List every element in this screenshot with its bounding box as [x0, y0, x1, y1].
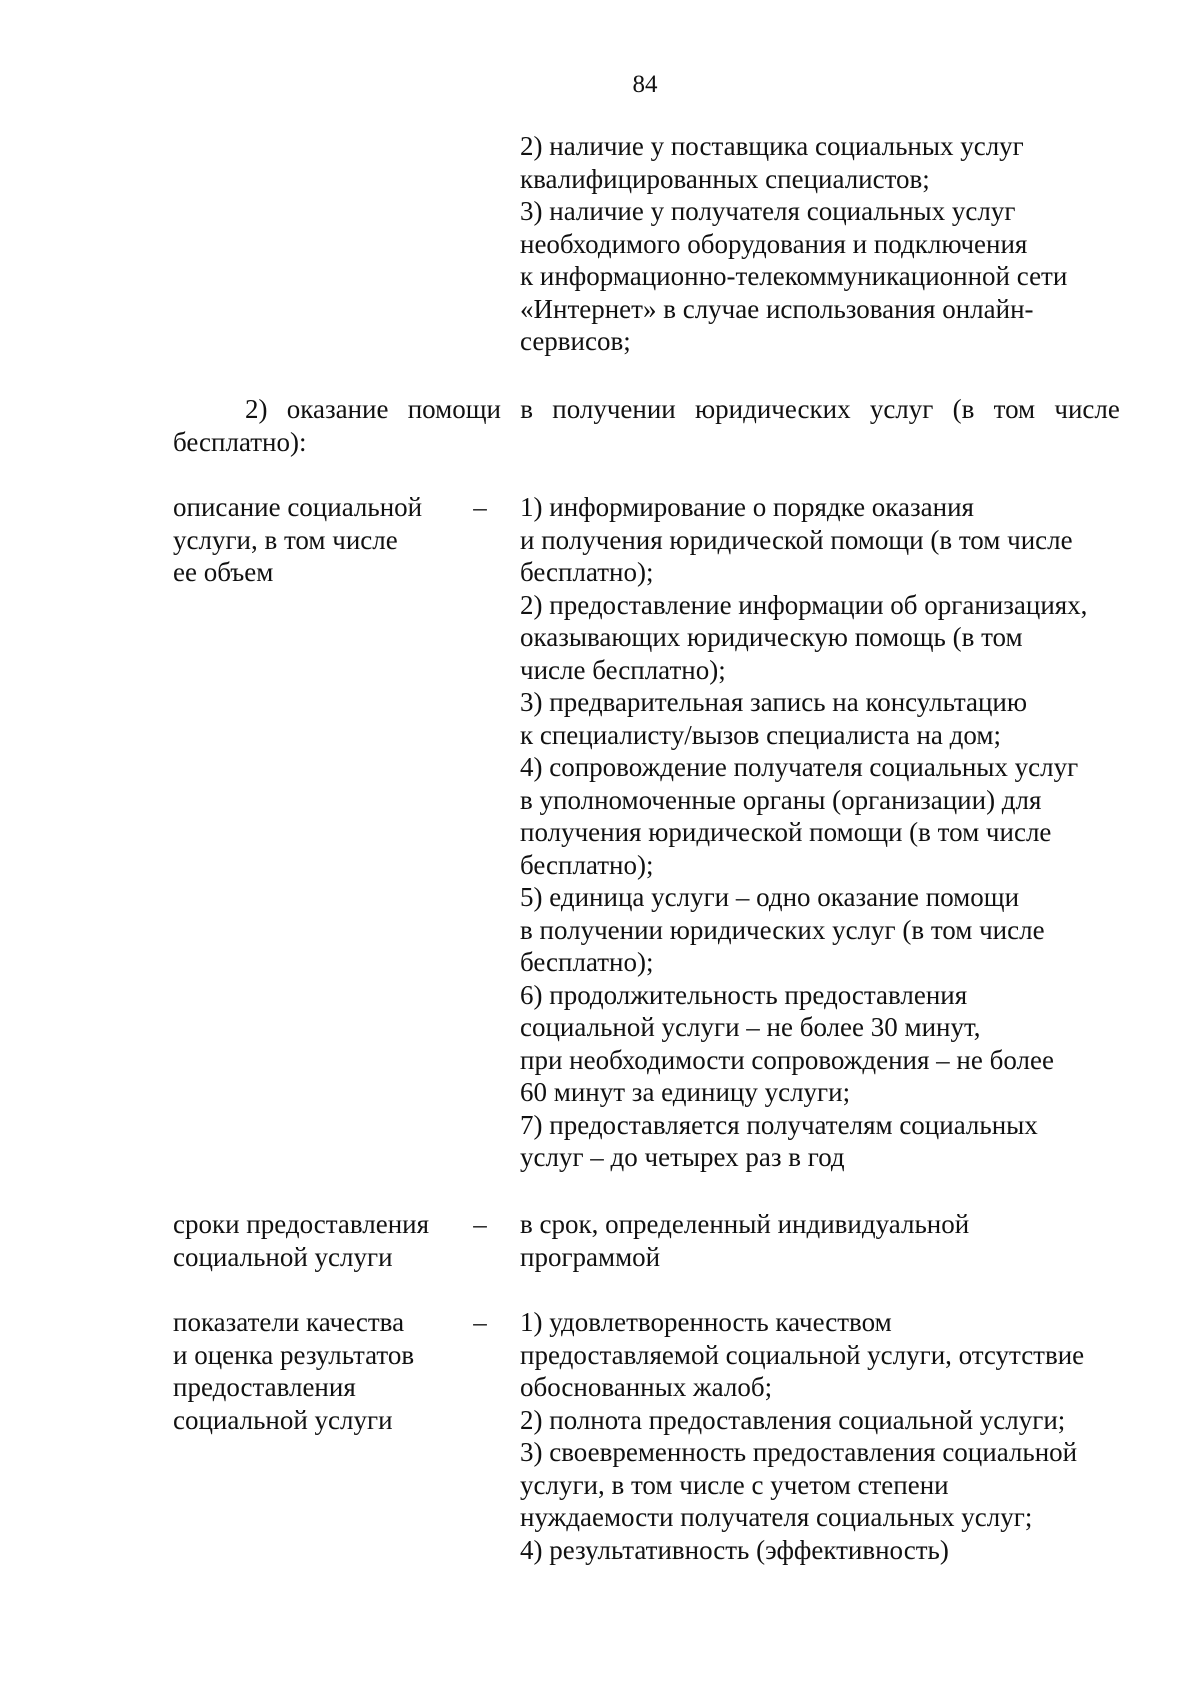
value-line: обоснованных жалоб; — [520, 1372, 773, 1402]
value-line: 6) продолжительность предоставления — [520, 979, 968, 1010]
value-line: и получения юридической помощи (в том числе — [520, 524, 1073, 555]
row-label-terms — [173, 1208, 473, 1273]
heading-word: оказание — [286, 394, 389, 424]
text-line: 3) наличие у получателя социальных услуг — [520, 196, 1016, 226]
value-line: получения юридической помощи (в том числе — [520, 817, 1052, 847]
row-value-terms — [520, 1208, 1120, 1273]
value-line: услуг – до четырех раз в год — [520, 1142, 845, 1172]
heading-word: помощи — [407, 394, 501, 424]
intro-text-block — [520, 130, 1120, 358]
value-line: 1) информирование о порядке оказания — [520, 492, 974, 522]
heading-word: получении — [552, 394, 676, 424]
heading-word: 2) — [245, 394, 268, 424]
value-line: при необходимости сопровождения – не более — [520, 1044, 1054, 1075]
row-label-description — [173, 491, 473, 589]
heading-word: услуг — [869, 394, 934, 424]
value-line: оказывающих юридическую помощь (в том — [520, 622, 1023, 652]
value-line: бесплатно); — [520, 849, 654, 880]
value-line: в получении юридических услуг (в том числе — [520, 914, 1045, 945]
label-line: описание социальной — [173, 492, 423, 522]
value-line: в уполномоченные органы (организации) для — [520, 784, 1042, 815]
label-line: сроки предоставления — [173, 1209, 430, 1239]
label-line: социальной услуги — [173, 1241, 393, 1272]
value-line: 4) сопровождение получателя социальных услуг — [520, 752, 1079, 782]
value-line: в срок, определенный индивидуальной — [520, 1209, 970, 1239]
section-heading-line — [173, 393, 1120, 426]
text-line: «Интернет» в случае использования онлайн- — [520, 293, 1034, 324]
heading-word: (в — [952, 394, 975, 424]
value-line: предоставляемой социальной услуги, отсутствие — [520, 1339, 1085, 1370]
text-line: сервисов; — [520, 326, 631, 356]
value-line: социальной услуги – не более 30 минут, — [520, 1012, 981, 1042]
row-label-quality — [173, 1306, 473, 1436]
row-value-description — [520, 491, 1120, 1174]
page-number: 84 — [632, 71, 658, 98]
value-line: 3) своевременность предоставления социальной — [520, 1437, 1078, 1467]
text-line: к информационно-телекоммуникационной сети — [520, 261, 1068, 291]
value-line: 7) предоставляется получателям социальных — [520, 1109, 1038, 1140]
value-line: нуждаемости получателя социальных услуг; — [520, 1502, 1033, 1532]
value-line: 60 минут за единицу услуги; — [520, 1077, 851, 1107]
value-line: к специалисту/вызов специалиста на дом; — [520, 719, 1001, 750]
label-line: социальной услуги — [173, 1404, 393, 1435]
heading-word: в — [520, 394, 533, 424]
row-dash: – — [473, 1209, 487, 1239]
value-line: бесплатно); — [520, 557, 654, 587]
value-line: программой — [520, 1241, 661, 1272]
heading-word: юридических — [694, 394, 851, 424]
value-line: 5) единица услуги – одно оказание помощи — [520, 882, 1020, 912]
label-line: показатели качества — [173, 1307, 405, 1337]
section-heading — [173, 393, 1120, 458]
label-line: и оценка результатов — [173, 1339, 415, 1370]
heading-word: том — [993, 394, 1036, 424]
label-line: предоставления — [173, 1372, 356, 1402]
value-line: 2) предоставление информации об организациях, — [520, 589, 1088, 620]
row-dash: – — [473, 1307, 487, 1337]
value-line: 4) результативность (эффективность) — [520, 1534, 949, 1565]
value-line: 2) полнота предоставления социальной услуги; — [520, 1404, 1066, 1435]
row-dash: – — [473, 492, 487, 522]
value-line: 3) предварительная запись на консультацию — [520, 687, 1028, 717]
section-heading-line: бесплатно): — [173, 426, 307, 457]
value-line: 1) удовлетворенность качеством — [520, 1307, 892, 1337]
value-line: числе бесплатно); — [520, 654, 726, 685]
label-line: услуги, в том числе — [173, 524, 398, 555]
text-line: квалифицированных специалистов; — [520, 163, 930, 194]
value-line: бесплатно); — [520, 947, 654, 977]
text-line: 2) наличие у поставщика социальных услуг — [520, 131, 1024, 161]
heading-word: числе — [1054, 394, 1120, 424]
value-line: услуги, в том числе с учетом степени — [520, 1469, 949, 1500]
text-line: необходимого оборудования и подключения — [520, 228, 1028, 259]
label-line: ее объем — [173, 557, 274, 587]
row-value-quality — [520, 1306, 1120, 1566]
